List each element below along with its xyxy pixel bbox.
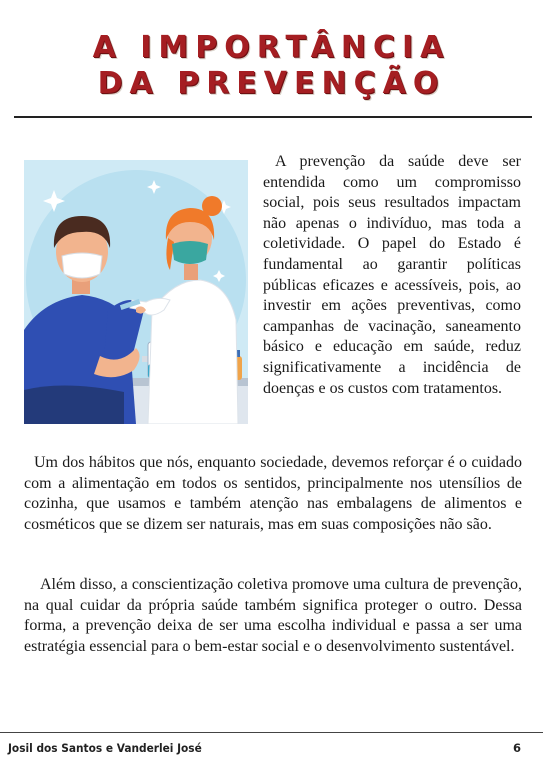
vaccination-illustration: [24, 160, 248, 424]
page-number: 6: [512, 741, 521, 755]
page-title-line-1: A IMPORTÂNCIA: [92, 30, 451, 65]
paragraph-2: Um dos hábitos que nós, enquanto sociedade, devemos reforçar é o cuidado com a alimentação em todos os sentidos, principalmente nos utensílios de cozinha, que usamos e também atenção nas embalagens de alimentos e cosméticos que se dizem ser naturais, mas em suas composições não são.: [24, 454, 522, 533]
paragraph-3: Além disso, a conscientização coletiva promove uma cultura de prevenção, na qual cuidar da própria saúde também significa proteger o outro. Dessa forma, a prevenção deixa de ser uma escolha individual e passa a ser uma estratégia essencial para o bem-estar social e o desenvolvimento sustentável.: [24, 576, 522, 655]
footer-authors: Josil dos Santos e Vanderlei José: [8, 741, 202, 755]
title-divider: [14, 116, 532, 118]
footer-divider: [0, 732, 543, 733]
page-title-line-2: DA PREVENÇÃO: [97, 66, 446, 101]
paragraph-1: A prevenção da saúde deve ser entendida como um compromisso social, pois seus resultados impactam não apenas o indivíduo, mas toda a coletividade. O papel do Estado é fundamental ao garantir políticas públicas eficazes e acessíveis, pois, ao investir em ações preventivas, como campanhas de vacinação, saneamento básico e educação em saúde, reduz significativamente a incidência de doenças e os custos com tratamentos.: [263, 153, 521, 397]
